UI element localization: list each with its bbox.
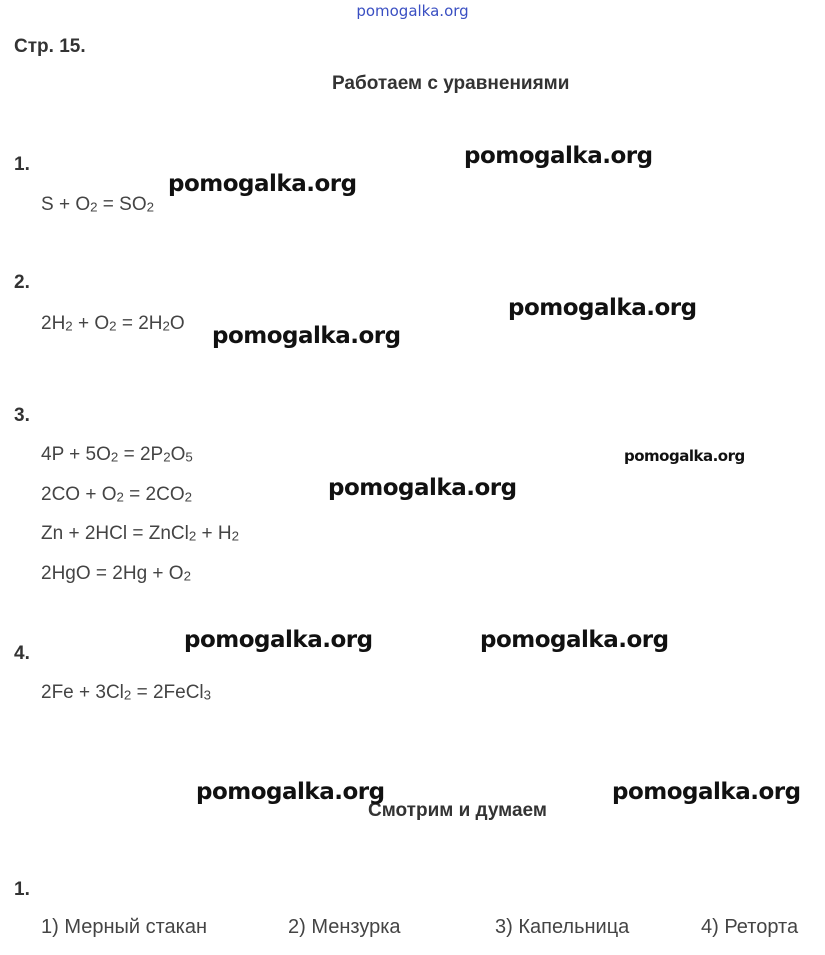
watermark-6: pomogalka.org <box>328 475 517 501</box>
equation-h2-o2: $2H_2 + O_2 = 2H_2O$ <box>41 313 185 334</box>
task-3-number: 3. <box>14 405 30 426</box>
section-title-equations: Работаем с уравнениями <box>332 73 570 94</box>
answer-2: 2) Мензурка <box>288 916 401 938</box>
equation-co-o2: $2CO + O_2 = 2CO_2$ <box>41 484 193 505</box>
answer-4: 4) Реторта <box>701 916 799 938</box>
task-1-number: 1. <box>14 154 30 175</box>
watermark-10: pomogalka.org <box>612 779 801 805</box>
answer-3: 3) Капельница <box>495 916 630 938</box>
watermark-2: pomogalka.org <box>168 171 357 197</box>
watermark-8: pomogalka.org <box>480 627 669 653</box>
top-watermark: pomogalka.org <box>356 2 469 20</box>
task-4-number: 4. <box>14 643 30 664</box>
equation-fe-cl2: $2Fe + 3Cl_2$ = 2FeCl$_3$ <box>41 682 212 703</box>
watermark-9: pomogalka.org <box>196 779 385 805</box>
task-number-look-think: 1. <box>14 879 30 900</box>
watermark-5: pomogalka.org <box>624 447 745 465</box>
watermark-7: pomogalka.org <box>184 627 373 653</box>
watermark-4: pomogalka.org <box>212 323 401 349</box>
equation-hgo: $2HgO = 2Hg + O_2$ <box>41 563 191 584</box>
section-title-look-think: Смотрим и думаем <box>368 800 547 821</box>
page-label: Стр. 15. <box>14 36 86 57</box>
equation-s-o2: $S + O_2 = SO_2$ <box>41 194 155 215</box>
answer-1: 1) Мерный стакан <box>41 916 208 938</box>
watermark-1: pomogalka.org <box>464 143 653 169</box>
equation-p-o2: $4P + 5O_2 = 2P_2O_5$ <box>41 444 193 465</box>
equation-zn-hcl: Zn + 2HCl = ZnCl$_2$ + $H_2$ <box>41 523 240 544</box>
watermark-3: pomogalka.org <box>508 295 697 321</box>
task-2-number: 2. <box>14 272 30 293</box>
